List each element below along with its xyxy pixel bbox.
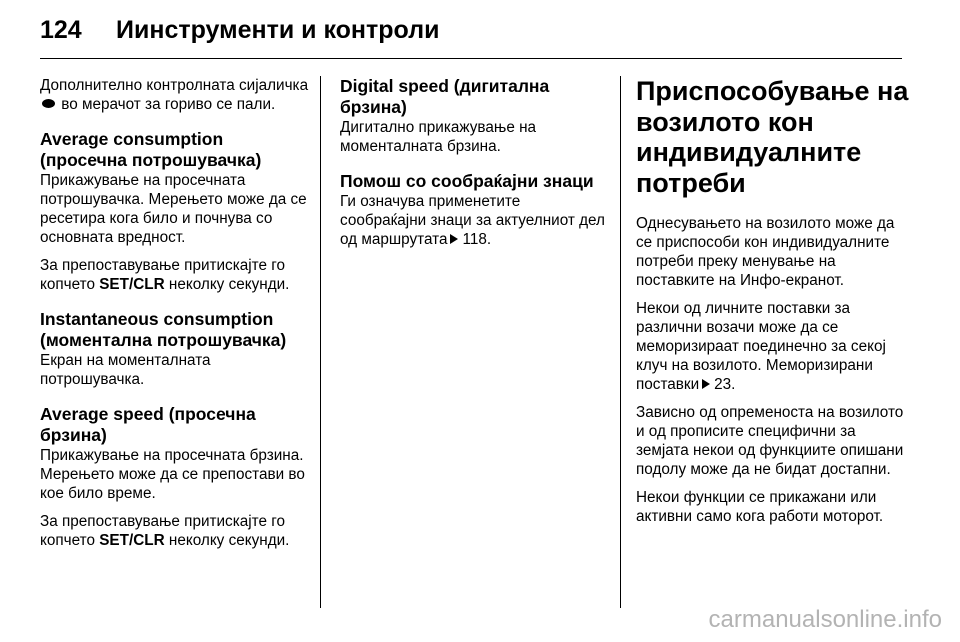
- text-digital-speed: Дигитално прикажување на моменталната брзина.: [340, 119, 537, 155]
- text-personalisation-4: Некои функции се прикажани или активни само кога работи моторот.: [636, 489, 884, 525]
- section-title-personalisation: Приспособување на возилото кон индивидуалните потреби: [636, 76, 909, 198]
- heading-sign-assist: Помош со сообраќајни знаци: [340, 171, 594, 191]
- fuel-indicator-dot-icon: [42, 99, 55, 108]
- heading-average-speed: Average speed (просечна брзина): [40, 404, 256, 445]
- heading-average-consumption: Average consumption (просечна потрошувачка): [40, 129, 262, 170]
- section-digital-speed: [340, 76, 605, 156]
- text-average-speed: Прикажување на просечната брзина. Мерењето може да се препостави во кое било време.: [40, 447, 305, 502]
- text-personalisation-2: Некои од личните поставки за различни возачи може да се меморизираат поединечно за секој клуч на возилото. Меморизирани поставки 23.: [636, 300, 886, 393]
- intro-paragraph: Дополнително контролната сијаличка во мерачот за гориво се пали.: [40, 77, 309, 113]
- page-reference-icon: [450, 234, 458, 244]
- watermark: carmanualsonline.info: [708, 606, 942, 633]
- set-clr-label: SET/CLR: [99, 276, 165, 293]
- text-reset-speed: За препоставување притискајте го копчето SET/CLR неколку секунди.: [40, 513, 290, 549]
- text-reset-consumption: За препоставување притискајте го копчето SET/CLR неколку секунди.: [40, 257, 290, 293]
- section-instantaneous-consumption: [40, 309, 310, 389]
- section-average-speed: [40, 404, 310, 550]
- page-reference[interactable]: 23.: [714, 376, 736, 393]
- section-sign-assist: [340, 171, 605, 249]
- section-average-consumption: [40, 129, 310, 294]
- column-divider-2: [620, 76, 621, 608]
- page-reference[interactable]: 118.: [462, 231, 492, 248]
- text-sign-assist: Ги означува применетите сообраќајни знаци за актуелниот дел од маршрутата 118.: [340, 193, 605, 248]
- heading-instantaneous-consumption: Instantaneous consumption (моментална потрошувачка): [40, 309, 287, 350]
- column-2: [340, 76, 605, 258]
- text-average-consumption: Прикажување на просечната потрошувачка. Мерењето може да се ресетира кога било и почнува со основната вредност.: [40, 172, 307, 246]
- column-1: [40, 76, 310, 559]
- page-reference-icon: [702, 379, 710, 389]
- page-number: 124: [40, 16, 82, 44]
- set-clr-label: SET/CLR: [99, 532, 165, 549]
- text-personalisation-1: Однесувањето на возилото може да се приспособи кон индивидуалните потреби преку менување на поставките на Инфо-екранот.: [636, 215, 895, 289]
- text-personalisation-3: Зависно од опременоста на возилото и од прописите специфични за земјата некои од функциите опишани подолу може да не бидат достапни.: [636, 404, 904, 478]
- page-header: [40, 16, 439, 46]
- text-instantaneous-consumption: Екран на моменталната потрошувачка.: [40, 352, 211, 388]
- header-divider: [40, 58, 902, 59]
- column-3: [636, 76, 911, 535]
- chapter-title: Иинструменти и контроли: [116, 16, 440, 44]
- heading-digital-speed: Digital speed (дигитална брзина): [340, 76, 550, 117]
- column-divider-1: [320, 76, 321, 608]
